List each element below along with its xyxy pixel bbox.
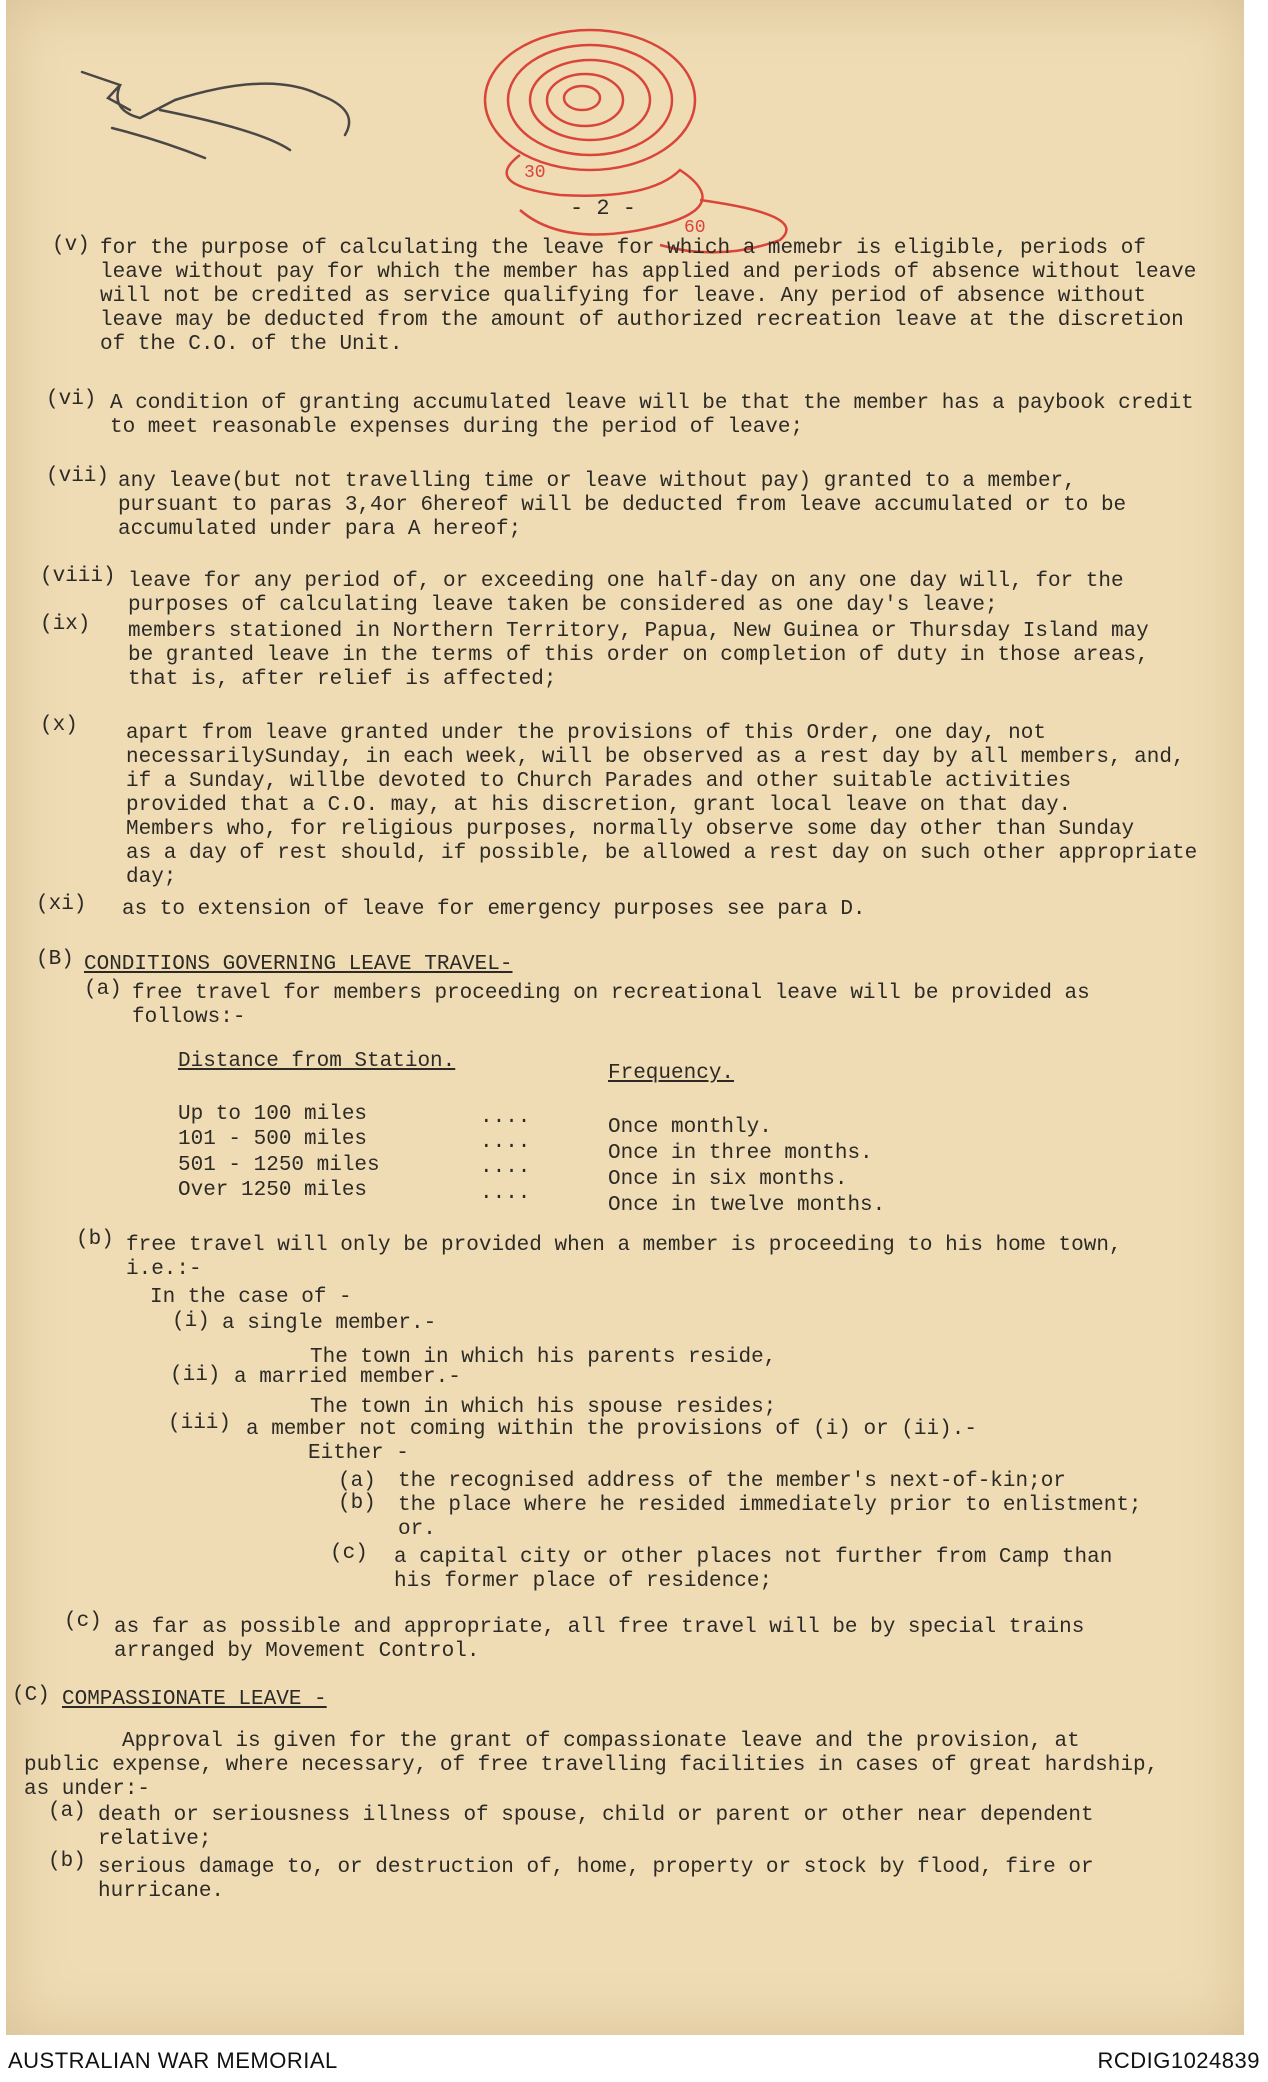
- cases-intro: In the case of -: [150, 1286, 352, 1309]
- option-line: the place where he resided immediately prior to enlistment;: [398, 1494, 1142, 1517]
- table-cell-frequency: Once in six months.: [608, 1168, 848, 1191]
- item-line: be granted leave in the terms of this order on completion of duty in those areas,: [128, 644, 1149, 667]
- case-marker: (iii): [168, 1412, 232, 1435]
- table-header-distance: Distance from Station.: [178, 1050, 456, 1073]
- option-marker: (a): [338, 1470, 376, 1493]
- table-cell-frequency: Once monthly.: [608, 1116, 772, 1139]
- item-line: serious damage to, or destruction of, home, property or stock by flood, fire or: [98, 1856, 1094, 1879]
- item-line: to meet reasonable expenses during the period of leave;: [110, 416, 804, 439]
- item-marker: (v): [52, 234, 90, 257]
- item-line: free travel for members proceeding on recreational leave will be provided as: [132, 982, 1090, 1005]
- item-line: leave for any period of, or exceeding one half-day on any one day will, for the: [128, 570, 1124, 593]
- item-line: will not be credited as service qualifying for leave. Any period of absence without: [100, 285, 1146, 308]
- section-marker: (B): [36, 948, 74, 971]
- item-line: necessarilySunday, in each week, will be observed as a rest day by all members, and,: [126, 746, 1185, 769]
- option-line: or.: [398, 1518, 436, 1541]
- item-line: leave without pay for which the member has applied and periods of absence without leave: [100, 261, 1197, 284]
- case-text: a single member.-: [222, 1312, 437, 1335]
- case-detail: The town in which his spouse resides;: [310, 1396, 777, 1419]
- section-marker: (C): [12, 1684, 50, 1707]
- item-line: that is, after relief is affected;: [128, 668, 557, 691]
- item-line: purposes of calculating leave taken be considered as one day's leave;: [128, 594, 998, 617]
- item-marker: (xi): [36, 893, 87, 916]
- item-line: arranged by Movement Control.: [114, 1640, 480, 1663]
- item-line: as far as possible and appropriate, all free travel will be by special trains: [114, 1616, 1085, 1639]
- table-header-frequency: Frequency.: [608, 1062, 735, 1085]
- item-marker: (ix): [40, 613, 91, 636]
- annotation-number: 30: [524, 163, 546, 183]
- section-heading: COMPASSIONATE LEAVE -: [62, 1688, 327, 1711]
- table-cell-distance: Over 1250 miles: [178, 1179, 368, 1202]
- item-line: members stationed in Northern Territory, Papua, New Guinea or Thursday Island may: [128, 620, 1149, 643]
- item-line: pursuant to paras 3,4or 6hereof will be deducted from leave accumulated or to be: [118, 494, 1127, 517]
- item-line: accumulated under para A hereof;: [118, 518, 522, 541]
- item-marker: (a): [48, 1800, 86, 1823]
- page-number: - 2 -: [570, 196, 637, 221]
- case-text: a member not coming within the provisions of (i) or (ii).-: [246, 1418, 977, 1441]
- table-cell-distance: 501 - 1250 miles: [178, 1154, 380, 1177]
- item-marker: (c): [64, 1610, 102, 1633]
- item-line: day;: [126, 866, 177, 889]
- table-cell-distance: 101 - 500 miles: [178, 1128, 368, 1151]
- table-dots: ....: [480, 1106, 531, 1129]
- table-dots: ....: [480, 1156, 531, 1179]
- option-line: his former place of residence;: [394, 1570, 773, 1593]
- item-marker: (b): [48, 1850, 86, 1873]
- annotation-number: 60: [684, 218, 706, 238]
- footer-source: AUSTRALIAN WAR MEMORIAL: [8, 2048, 338, 2073]
- item-line: as a day of rest should, if possible, be allowed a rest day on such other appropriate: [126, 842, 1198, 865]
- item-line: provided that a C.O. may, at his discretion, grant local leave on that day.: [126, 794, 1072, 817]
- intro-line: as under:-: [24, 1778, 151, 1801]
- item-line: follows:-: [132, 1006, 246, 1029]
- item-marker: (vii): [46, 465, 110, 488]
- item-marker: (x): [40, 714, 78, 737]
- item-line: if a Sunday, willbe devoted to Church Parades and other suitable activities: [126, 770, 1072, 793]
- case-text: a married member.-: [234, 1366, 461, 1389]
- intro-line: Approval is given for the grant of compassionate leave and the provision, at: [122, 1730, 1080, 1753]
- item-line: as to extension of leave for emergency purposes see para D.: [122, 898, 866, 921]
- footer-record-id: RCDIG1024839: [1097, 2048, 1260, 2073]
- item-line: apart from leave granted under the provisions of this Order, one day, not: [126, 722, 1046, 745]
- item-line: free travel will only be provided when a member is proceeding to his home town,: [126, 1234, 1122, 1257]
- intro-line: public expense, where necessary, of free travelling facilities in cases of great hardship,: [24, 1754, 1159, 1777]
- item-line: relative;: [98, 1828, 212, 1851]
- item-line: Members who, for religious purposes, normally observe some day other than Sunday: [126, 818, 1135, 841]
- table-dots: ....: [480, 1131, 531, 1154]
- item-line: death or seriousness illness of spouse, child or parent or other near dependent: [98, 1804, 1094, 1827]
- item-marker: (b): [76, 1228, 114, 1251]
- section-heading: CONDITIONS GOVERNING LEAVE TRAVEL-: [84, 953, 513, 976]
- case-detail: The town in which his parents reside,: [310, 1346, 777, 1369]
- item-marker: (vi): [46, 388, 97, 411]
- case-detail: Either -: [308, 1442, 409, 1465]
- table-cell-frequency: Once in twelve months.: [608, 1194, 886, 1217]
- item-line: for the purpose of calculating the leave for which a memebr is eligible, periods of: [100, 237, 1146, 260]
- item-line: i.e.:-: [126, 1258, 202, 1281]
- item-line: any leave(but not travelling time or leave without pay) granted to a member,: [118, 470, 1076, 493]
- item-line: leave may be deducted from the amount of authorized recreation leave at the discretion: [100, 309, 1184, 332]
- item-line: of the C.O. of the Unit.: [100, 333, 403, 356]
- option-marker: (c): [330, 1542, 368, 1565]
- table-dots: ....: [480, 1182, 531, 1205]
- option-marker: (b): [338, 1492, 376, 1515]
- item-marker: (a): [84, 978, 122, 1001]
- option-line: the recognised address of the member's next-of-kin;or: [398, 1470, 1066, 1493]
- option-line: a capital city or other places not further from Camp than: [394, 1546, 1113, 1569]
- item-line: hurricane.: [98, 1880, 225, 1903]
- item-line: A condition of granting accumulated leave will be that the member has a paybook credit: [110, 392, 1194, 415]
- item-marker: (viii): [40, 565, 116, 588]
- table-cell-frequency: Once in three months.: [608, 1142, 873, 1165]
- case-marker: (ii): [170, 1364, 221, 1387]
- case-marker: (i): [172, 1310, 210, 1333]
- table-cell-distance: Up to 100 miles: [178, 1103, 368, 1126]
